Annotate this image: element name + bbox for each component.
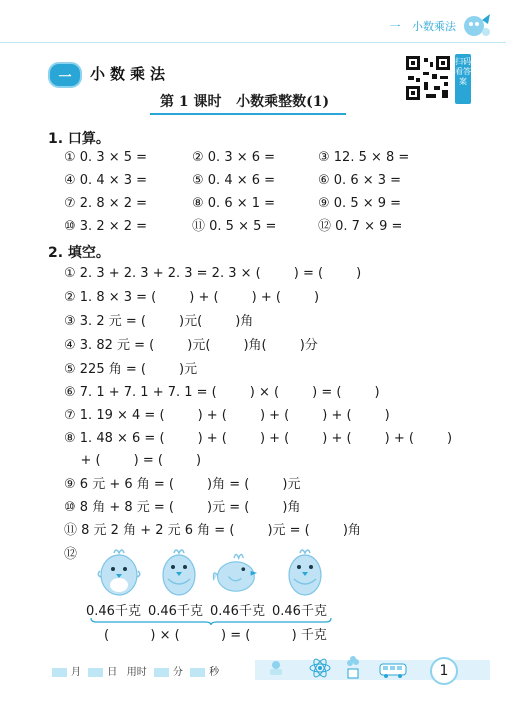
total-brace [90,617,332,625]
chick-icon [156,545,202,597]
seconds-box[interactable] [190,668,205,677]
day-label: 日 [107,667,118,678]
day-box[interactable] [88,668,103,677]
time-used-label: 用时 [126,667,147,678]
fill-item: ① 2. 3 + 2. 3 + 2. 3 = 2. 3 × ( ) = ( ) [64,266,362,281]
month-box[interactable] [52,668,67,677]
minutes-box[interactable] [154,668,169,677]
chick-icon [96,545,142,597]
footer-decoration [262,655,412,681]
unit-badge: 一 [48,62,82,88]
oral-item: ⑨ 0. 5 × 9 = [318,196,402,211]
seconds-label: 秒 [209,667,220,678]
oral-item: ② 0. 3 × 6 = [192,150,276,165]
oral-item: ⑫ 0. 7 × 9 = [318,219,403,234]
oral-item: ⑤ 0. 4 × 6 = [192,173,276,188]
chapter-name: 小数乘法 [412,20,456,33]
fill-item: ⑩ 8 角 + 8 元 = ( )元 = ( )角 [64,500,301,515]
qr-side-label: 扫码看答案 [455,54,471,104]
oral-item: ① 0. 3 × 5 = [64,150,148,165]
qr-code-icon[interactable] [404,54,452,102]
fill-item: ⑥ 7. 1 + 7. 1 + 7. 1 = ( ) × ( ) = ( ) [64,385,380,400]
fill-item: ⑤ 225 角 = ( )元 [64,362,198,377]
fill-item: ⑨ 6 元 + 6 角 = ( )角 = ( )元 [64,477,301,492]
fill-item: ⑫ [64,547,78,562]
fill-item-continued: + ( ) = ( ) [64,453,202,468]
header-rule [0,42,506,43]
oral-item: ④ 0. 4 × 3 = [64,173,148,188]
oral-item: ⑩ 3. 2 × 2 = [64,219,148,234]
oral-item: ⑧ 0. 6 × 1 = [192,196,276,211]
fill-item: ⑦ 1. 19 × 4 = ( ) + ( ) + ( ) + ( ) [64,408,390,423]
unit-title: 小数乘法 [90,65,171,83]
atom-icon [310,657,330,678]
plant-icon [347,656,359,678]
bus-icon [380,664,406,678]
oral-item: ③ 12. 5 × 8 = [318,150,410,165]
fill-item: ⑧ 1. 48 × 6 = ( ) + ( ) + ( ) + ( ) + ( ) [64,431,453,446]
fill-item: ⑪ 8 元 2 角 + 2 元 6 角 = ( )元 = ( )角 [64,523,361,538]
lesson-underline [150,113,346,115]
section-2-title: 2. 填空。 [48,245,110,261]
time-record [48,663,219,678]
fill-item: ③ 3. 2 元 = ( )元( )角 [64,314,254,329]
chick-icon [212,545,258,597]
chick-answer-line: ( ) × ( ) = ( ) 千克 [104,628,327,643]
fill-item: ④ 3. 82 元 = ( )元( )角( )分 [64,338,318,353]
month-label: 月 [71,667,81,678]
chapter-number: 一 [389,20,401,33]
oral-item: ⑥ 0. 6 × 3 = [318,173,402,188]
section-1-title: 1. 口算。 [48,131,110,147]
chick-weight-label: 0.46千克 [210,604,265,619]
mini-figure-icon [270,661,282,675]
mascot-icon [460,10,494,40]
chick-weight-label: 0.46千克 [86,604,141,619]
fill-item: ② 1. 8 × 3 = ( ) + ( ) + ( ) [64,290,320,305]
minutes-label: 分 [172,667,183,678]
oral-item: ⑪ 0. 5 × 5 = [192,219,277,234]
running-header [390,18,457,34]
chick-weight-label: 0.46千克 [148,604,203,619]
chick-icon [282,545,328,597]
oral-item: ⑦ 2. 8 × 2 = [64,196,148,211]
lesson-title: 第 1 课时 小数乘整数(1) [160,94,330,110]
chick-weight-label: 0.46千克 [272,604,327,619]
page-number: 1 [430,657,458,685]
